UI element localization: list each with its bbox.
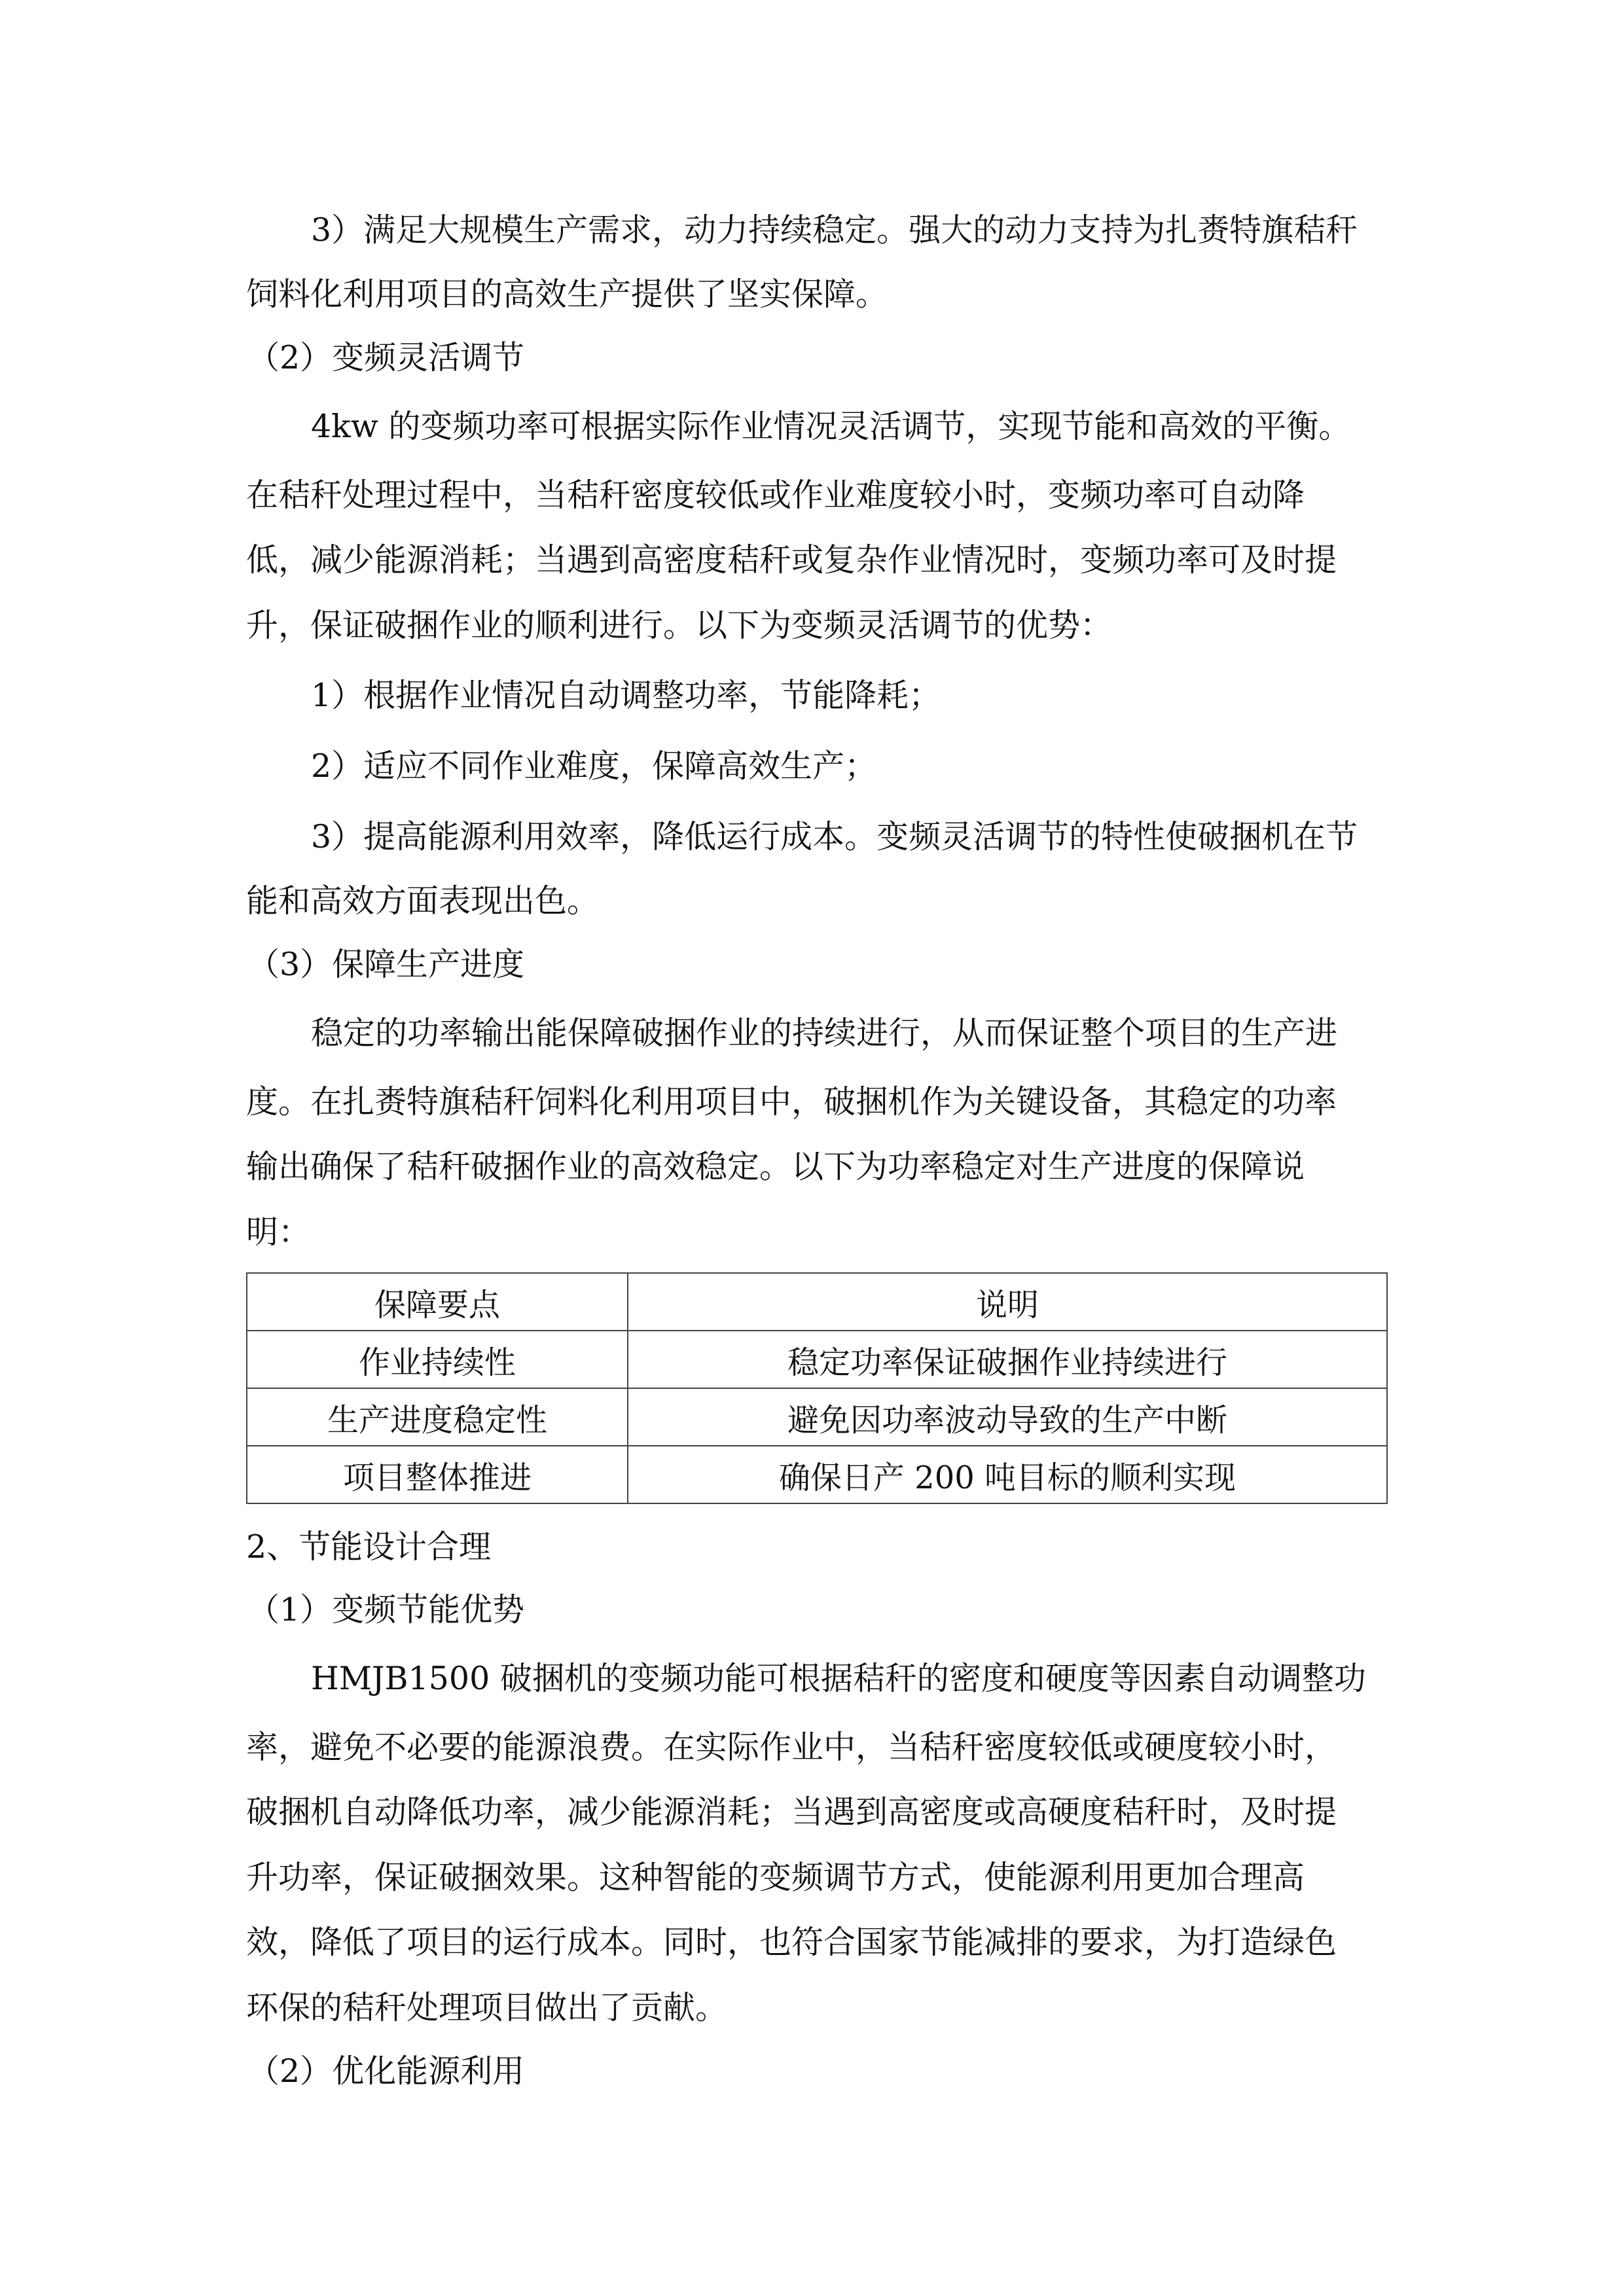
paragraph-line: 升功率，保证破捆效果。这种智能的变频调节方式，使能源利用更加合理高 — [246, 1859, 1305, 1896]
paragraph-line: 效，降低了项目的运行成本。同时，也符合国家节能减排的要求，为打造绿色 — [246, 1924, 1337, 1961]
paragraph-line: 升，保证破捆作业的顺利进行。以下为变频灵活调节的优势： — [246, 607, 1113, 644]
paragraph-line: 饲料化利用项目的高效生产提供了坚实保障。 — [246, 276, 888, 313]
paragraph-line: 明： — [246, 1213, 311, 1251]
paragraph-line: 输出确保了秸秆破捆作业的高效稳定。以下为功率稳定对生产进度的保障说 — [246, 1148, 1305, 1185]
list-item: 1）根据作业情况自动调整功率，节能降耗； — [311, 677, 941, 714]
list-item-continuation: 能和高效方面表现出色。 — [246, 882, 600, 920]
subheading-production-progress: （3）保障生产进度 — [247, 946, 525, 983]
subheading-frequency-saving: （1）变频节能优势 — [247, 1591, 525, 1628]
paragraph-line: 在秸秆处理过程中，当秸秆密度较低或作业难度较小时，变频功率可自动降 — [246, 476, 1305, 514]
table-cell: 作业持续性 — [247, 1331, 628, 1388]
section-heading: 2、节能设计合理 — [246, 1528, 492, 1566]
table-row — [247, 1388, 1387, 1446]
list-item: 2）适应不同作业难度，保障高效生产； — [311, 747, 877, 785]
list-item: 3）提高能源利用效率，降低运行成本。变频灵活调节的特性使破捆机在节 — [311, 818, 1358, 855]
table-cell: 稳定功率保证破捆作业持续进行 — [628, 1331, 1387, 1388]
guarantee-table — [246, 1272, 1388, 1504]
paragraph-line: 度。在扎赉特旗秸秆饲料化利用项目中，破捆机作为关键设备，其稳定的功率 — [246, 1083, 1337, 1121]
paragraph-line: 率，避免不必要的能源浪费。在实际作业中，当秸秆密度较低或硬度较小时， — [246, 1729, 1337, 1766]
table-cell: 项目整体推进 — [247, 1446, 628, 1503]
subheading-energy-use: （2）优化能源利用 — [247, 2053, 525, 2090]
table-cell: 确保日产 200 吨目标的顺利实现 — [628, 1446, 1387, 1503]
table-header-row — [247, 1273, 1387, 1331]
table-header-cell: 说明 — [628, 1273, 1387, 1331]
subheading-variable-frequency: （2）变频灵活调节 — [247, 339, 525, 376]
paragraph-line: 4kw 的变频功率可根据实际作业情况灵活调节，实现节能和高效的平衡。 — [311, 408, 1351, 445]
table-row — [247, 1331, 1387, 1388]
table-row — [247, 1446, 1387, 1503]
paragraph-line: 环保的秸秆处理项目做出了贡献。 — [246, 1989, 728, 2026]
paragraph-line: 低，减少能源消耗；当遇到高密度秸秆或复杂作业情况时，变频功率可及时提 — [246, 541, 1337, 579]
paragraph-line: 稳定的功率输出能保障破捆作业的持续进行，从而保证整个项目的生产进 — [311, 1014, 1338, 1052]
paragraph-line: HMJB1500 破捆机的变频功能可根据秸秆的密度和硬度等因素自动调整功 — [311, 1660, 1366, 1697]
table-cell: 生产进度稳定性 — [247, 1388, 628, 1446]
paragraph-line: 3）满足大规模生产需求，动力持续稳定。强大的动力支持为扎赉特旗秸秆 — [311, 211, 1358, 249]
table-cell: 避免因功率波动导致的生产中断 — [628, 1388, 1387, 1446]
paragraph-line: 破捆机自动降低功率，减少能源消耗；当遇到高密度或高硬度秸秆时，及时提 — [246, 1793, 1337, 1831]
table-header-cell: 保障要点 — [247, 1273, 628, 1331]
